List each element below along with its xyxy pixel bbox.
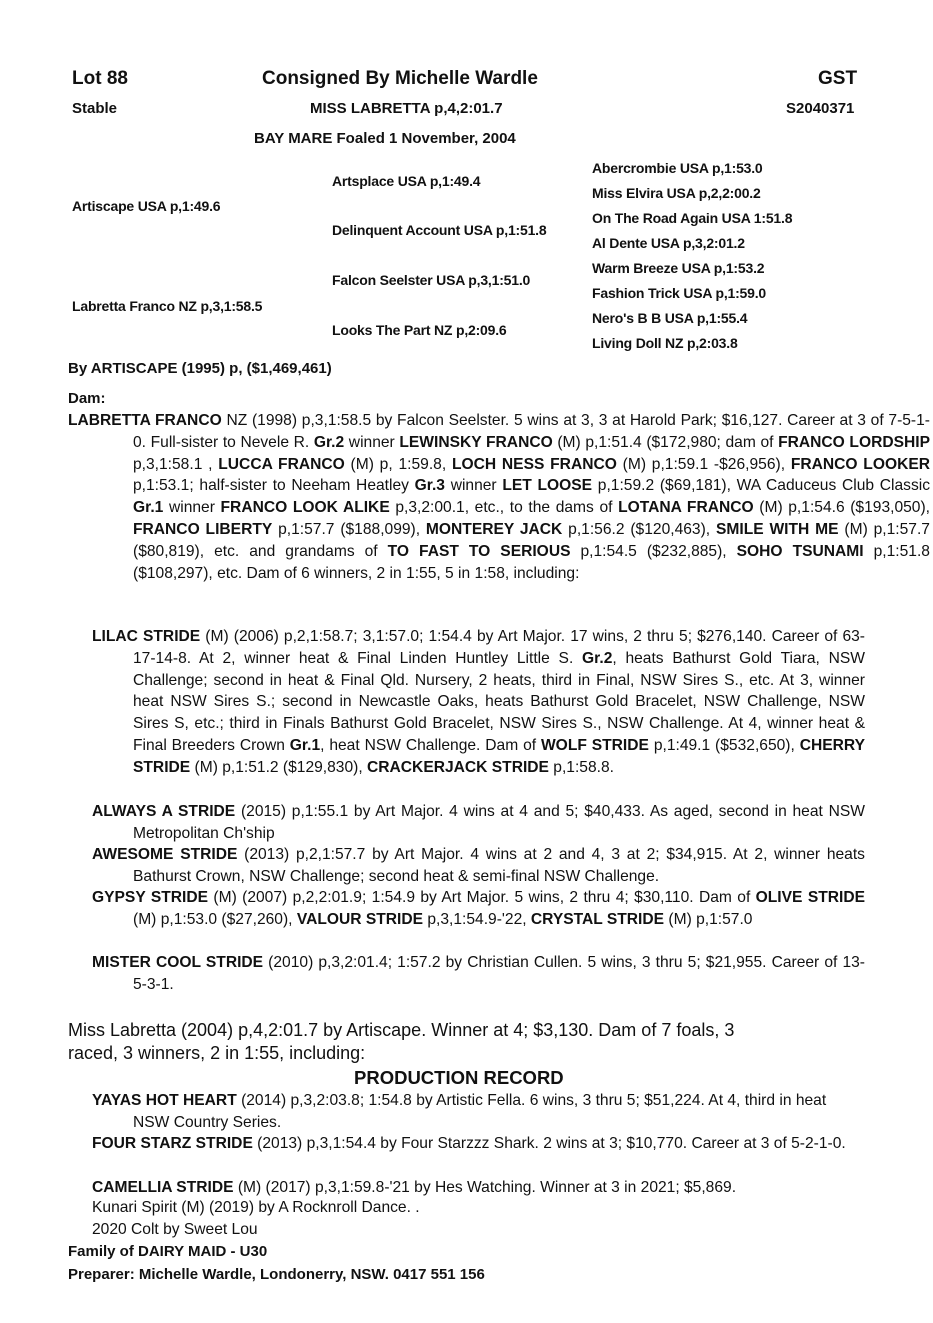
pedigree-g7: Nero's B B USA p,1:55.4 xyxy=(592,310,748,326)
pedigree-g6: Fashion Trick USA p,1:59.0 xyxy=(592,285,767,301)
pedigree-dam: Labretta Franco NZ p,3,1:58.5 xyxy=(72,298,263,314)
pedigree-g1: Abercrombie USA p,1:53.0 xyxy=(592,160,763,176)
story-line-2: raced, 3 winners, 2 in 1:55, including: xyxy=(68,1043,366,1063)
production-heading: PRODUCTION RECORD xyxy=(354,1067,564,1088)
production-2020-colt: 2020 Colt by Sweet Lou xyxy=(92,1221,258,1238)
pedigree-g4: Al Dente USA p,3,2:01.2 xyxy=(592,235,745,251)
progeny-gypsy-stride: GYPSY STRIDE (M) (2007) p,2,2:01.9; 1:54.9 by Art Major. 5 wins, 2 thru 4; $30,110. Dam of OLIVE STRIDE (M) p,1:53.0 ($27,260), VALOUR STRIDE p,3,1:54.9-'22, CRYSTAL STRIDE (M) p,1:57.0 xyxy=(92,889,865,928)
consignor: Consigned By Michelle Wardle xyxy=(262,68,538,89)
dam-heading: Dam: xyxy=(68,390,106,407)
production-kunari-spirit: Kunari Spirit (M) (2019) by A Rocknroll Dance. . xyxy=(92,1199,420,1216)
by-line: By ARTISCAPE (1995) p, ($1,469,461) xyxy=(68,360,332,377)
production-four-starz-stride: FOUR STARZ STRIDE (2013) p,3,1:54.4 by Four Starzzz Shark. 2 wins at 3; $10,770. Career at 3 of 5-2-1-0. xyxy=(92,1135,846,1152)
pedigree-g5: Warm Breeze USA p,1:53.2 xyxy=(592,260,765,276)
pedigree-sire-dam: Delinquent Account USA p,1:51.8 xyxy=(332,222,547,238)
story-line-1: Miss Labretta (2004) p,4,2:01.7 by Artiscape. Winner at 4; $3,130. Dam of 7 foals, 3 xyxy=(68,1020,735,1040)
progeny-lilac-stride: LILAC STRIDE (M) (2006) p,2,1:58.7; 3,1:57.0; 1:54.4 by Art Major. 17 wins, 2 thru 5; $276,140. Career of 63-17-14-8. At 2, winner heat & Final Linden Huntley Little S. Gr.2, heats Bathurst Gold Tiara, NSW Challenge; second in heat & Final Qld. Nursery, 2 heats, third in Final, NSW Sires S., etc. At 3, winner heat NSW Sires S.; second in Newcastle Oaks, heats Bathurst Gold Bracelet, NSW Challenge, NSW Sires S, etc.; third in Finals Bathurst Gold Bracelet, NSW Sires S., NSW Challenge. At 4, winner heat & Final Breeders Crown Gr.1, heat NSW Challenge. Dam of WOLF STRIDE p,1:49.1 ($532,650), CHERRY STRIDE (M) p,1:51.2 ($129,830), CRACKERJACK STRIDE p,1:58.8. xyxy=(92,628,865,776)
lot-code: S2040371 xyxy=(786,100,855,117)
preparer-line: Preparer: Michelle Wardle, Londonerry, NSW. 0417 551 156 xyxy=(68,1266,485,1283)
gst-label: GST xyxy=(818,68,858,89)
pedigree-g3: On The Road Again USA 1:51.8 xyxy=(592,210,793,226)
production-yayas-hot-heart: YAYAS HOT HEART (2014) p,3,2:03.8; 1:54.8 by Artistic Fella. 6 wins, 3 thru 5; $51,224. At 4, third in heat NSW Country Series. xyxy=(92,1092,827,1131)
production-camellia-stride: CAMELLIA STRIDE (M) (2017) p,3,1:59.8-'21 by Hes Watching. Winner at 3 in 2021; $5,869. xyxy=(92,1179,737,1196)
pedigree-dam-sire: Falcon Seelster USA p,3,1:51.0 xyxy=(332,272,531,288)
dam-paragraph: LABRETTA FRANCO NZ (1998) p,3,1:58.5 by Falcon Seelster. 5 wins at 3, 3 at Harold Park; $16,127. Career at 3 of 7-5-1-0. Full-sister to Nevele R. Gr.2 winner LEWINSKY FRANCO (M) p,1:51.4 ($172,980; dam of FRANCO LORDSHIP p,3,1:58.1 , LUCCA FRANCO (M) p, 1:59.8, LOCH NESS FRANCO (M) p,1:59.1 -$26,956), FRANCO LOOKER p,1:53.1; half-sister to Neeham Heatley Gr.3 winner LET LOOSE p,1:59.2 ($69,181), WA Caduceus Club Classic Gr.1 winner FRANCO LOOK ALIKE p,3,2:00.1, etc., to the dams of LOTANA FRANCO (M) p,1:54.6 ($193,050), FRANCO LIBERTY p,1:57.7 ($188,099), MONTEREY JACK p,1:56.2 ($120,463), SMILE WITH ME (M) p,1:57.7 ($80,819), etc. and grandams of TO FAST TO SERIOUS p,1:54.5 ($232,885), SOHO TSUNAMI p,1:51.8 ($108,297), etc. Dam of 6 winners, 2 in 1:55, 5 in 1:58, including: xyxy=(68,412,931,582)
foaled-line: BAY MARE Foaled 1 November, 2004 xyxy=(254,130,516,147)
pedigree-dam-dam: Looks The Part NZ p,2:09.6 xyxy=(332,322,507,338)
location: Stable xyxy=(72,100,118,117)
progeny-awesome-stride: AWESOME STRIDE (2013) p,2,1:57.7 by Art Major. 4 wins at 2 and 4, 3 at 2; $34,915. At 2, winner heats Bathurst Crown, NSW Challenge; second heat & semi-final NSW Challenge. xyxy=(92,846,865,885)
pedigree-g8: Living Doll NZ p,2:03.8 xyxy=(592,335,738,351)
pedigree-sire-sire: Artsplace USA p,1:49.4 xyxy=(332,173,481,189)
horse-name: MISS LABRETTA p,4,2:01.7 xyxy=(310,100,503,117)
pedigree-sire: Artiscape USA p,1:49.6 xyxy=(72,198,221,214)
pedigree-g2: Miss Elvira USA p,2,2:00.2 xyxy=(592,185,761,201)
family-line: Family of DAIRY MAID - U30 xyxy=(68,1243,268,1260)
progeny-always-a-stride: ALWAYS A STRIDE (2015) p,1:55.1 by Art Major. 4 wins at 4 and 5; $40,433. As aged, second in heat NSW Metropolitan Ch'ship xyxy=(92,803,865,842)
progeny-mister-cool-stride: MISTER COOL STRIDE (2010) p,3,2:01.4; 1:57.2 by Christian Cullen. 5 wins, 3 thru 5; $21,955. Career of 13-5-3-1. xyxy=(92,954,865,993)
lot-number: Lot 88 xyxy=(72,68,128,89)
